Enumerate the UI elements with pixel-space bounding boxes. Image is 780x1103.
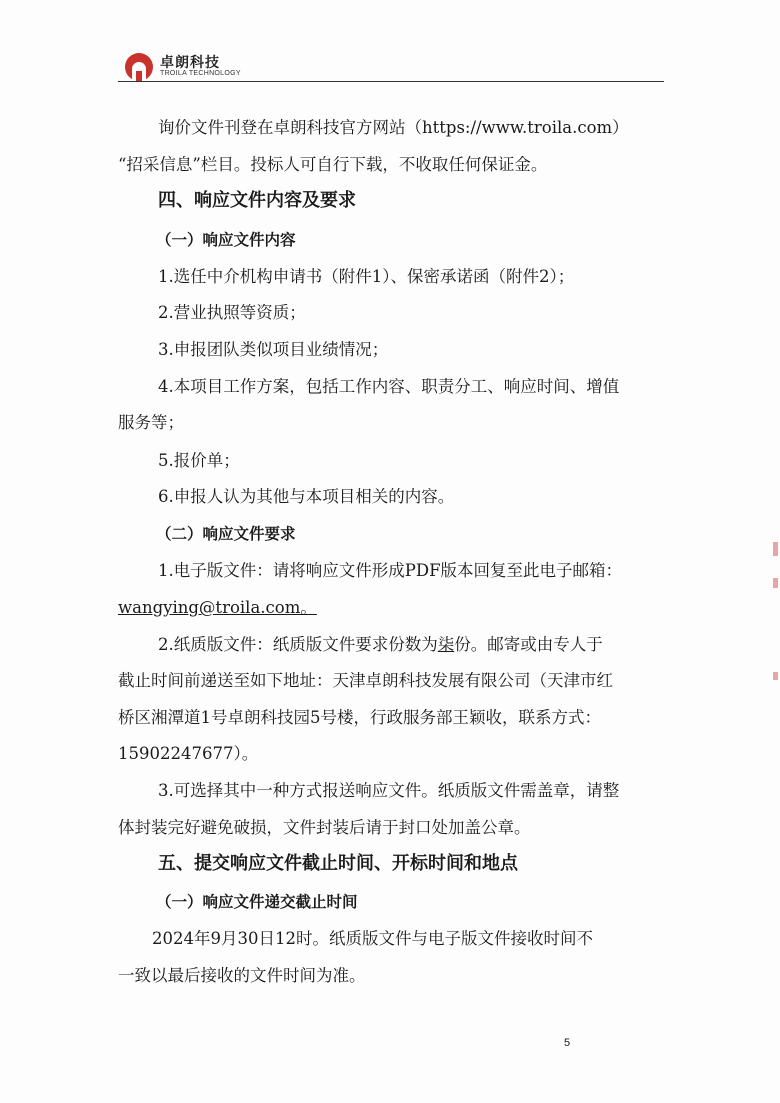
list-item-text: 份。邮寄或由专人于 — [454, 635, 603, 654]
list-item: 6.申报人认为其他与本项目相关的内容。 — [158, 487, 455, 506]
paragraph-line: 一致以最后接收的文件时间为准。 — [118, 966, 366, 985]
list-item: 1.电子版文件：请将响应文件形成PDF版本回复至此电子邮箱： — [158, 561, 623, 580]
header-divider — [118, 81, 664, 82]
list-item-continued: 15902247677）。 — [118, 744, 259, 763]
paragraph-line: “招采信息”栏目。投标人可自行下载，不收取任何保证金。 — [118, 155, 548, 174]
list-item: 4.本项目工作方案，包括工作内容、职责分工、响应时间、增值 — [158, 377, 620, 396]
subsection-heading: （二）响应文件要求 — [156, 525, 296, 543]
seal-edge-mark — [773, 542, 778, 556]
email-link[interactable]: wangying@troila.com。 — [118, 598, 317, 617]
company-name-en: TROILA TECHNOLOGY — [160, 70, 241, 77]
list-item: 3.申报团队类似项目业绩情况； — [158, 340, 389, 359]
list-item-continued: 服务等； — [118, 413, 184, 432]
page-number: 5 — [564, 1037, 571, 1049]
list-item: 5.报价单； — [158, 451, 240, 470]
section-heading-5: 五、提交响应文件截止时间、开标时间和地点 — [158, 853, 518, 874]
subsection-heading: （一）响应文件内容 — [156, 231, 296, 249]
company-name-cn: 卓朗科技 — [160, 55, 220, 71]
list-item: 1.选任中介机构申请书（附件1）、保密承诺函（附件2）； — [158, 267, 575, 286]
section-heading-4: 四、响应文件内容及要求 — [158, 190, 356, 211]
letterhead — [118, 48, 664, 84]
list-item: 3.可选择其中一种方式报送响应文件。纸质版文件需盖章，请整 — [158, 781, 620, 800]
subsection-heading: （一）响应文件递交截止时间 — [156, 893, 358, 911]
list-item-continued: 体封装完好避免破损，文件封装后请于封口处加盖公章。 — [118, 818, 531, 837]
list-item-continued: 截止时间前递送至如下地址：天津卓朗科技发展有限公司（天津市红 — [118, 671, 613, 690]
copies-count: 柒 — [437, 635, 455, 654]
list-item — [158, 634, 603, 656]
list-item-continued: 桥区湘潭道1号卓朗科技园5号楼，行政服务部王颖收，联系方式： — [118, 708, 601, 727]
list-item-text: 2.纸质版文件：纸质版文件要求份数为 — [158, 635, 438, 654]
seal-edge-mark — [773, 672, 778, 680]
seal-edge-mark — [773, 578, 778, 588]
paragraph-line: 询价文件刊登在卓朗科技官方网站（https://www.troila.com） — [158, 118, 629, 137]
troila-logo-icon — [124, 52, 154, 82]
list-item: 2.营业执照等资质； — [158, 303, 306, 322]
paragraph-line: 2024年9月30日12时。纸质版文件与电子版文件接收时间不 — [152, 929, 593, 948]
